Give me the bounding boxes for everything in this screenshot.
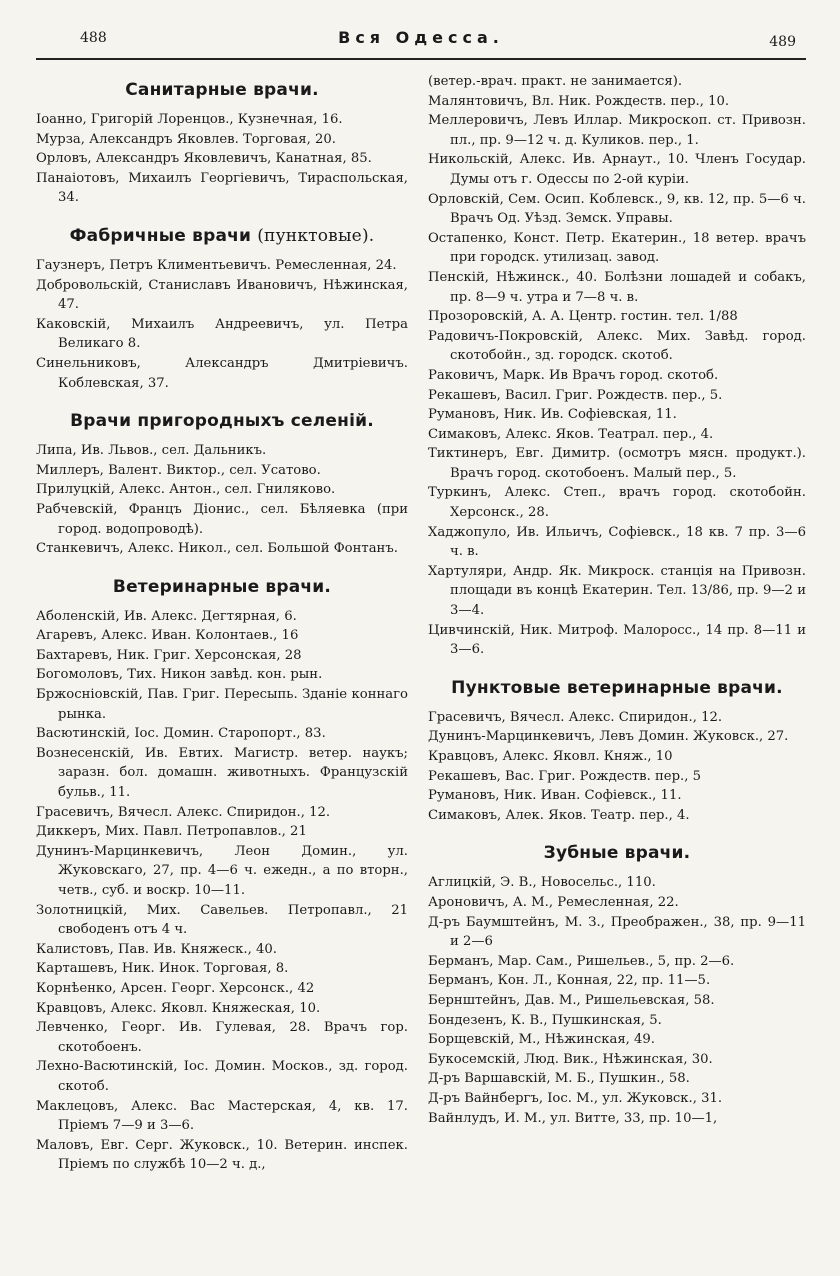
directory-entry: Дунинъ-Марцинкевичъ, Левъ Домин. Жуковск., 27.: [428, 729, 789, 745]
directory-section: [36, 577, 408, 1185]
page-number-right: 489: [769, 34, 796, 50]
directory-entry: Орловскій, Сем. Осип. Коблевск., 9, кв. 12, пр. 5—6 ч. Врачъ Од. Уѣзд. Земск. Управы.: [428, 191, 806, 227]
directory-entry: Маклецовъ, Алекс. Вас Мастерская, 4, кв. 17. Пріемъ 7—9 и 3—6.: [36, 1098, 408, 1134]
directory-entry: Румановъ, Ник. Ив. Софіевская, 11.: [428, 407, 677, 423]
directory-entry: Д-ръ Варшавскій, М. Б., Пушкин., 58.: [428, 1071, 690, 1087]
section-heading: [36, 80, 408, 100]
directory-entry: Мурза, Александръ Яковлев. Торговая, 20.: [36, 131, 336, 147]
directory-entry: Добровольскій, Станиславъ Ивановичъ, Нѣжинская, 47.: [36, 277, 408, 313]
directory-entry: Букосемскій, Люд. Вик., Нѣжинская, 30.: [428, 1051, 713, 1067]
directory-entry: Станкевичъ, Алекс. Никол., сел. Большой Фонтанъ.: [36, 541, 398, 557]
directory-entry: Прозоровскій, А. А. Центр. гостин. тел. 1/88: [428, 309, 738, 325]
directory-entry: Калистовъ, Пав. Ив. Княжеск., 40.: [36, 941, 277, 957]
section-heading: [428, 678, 806, 698]
directory-section: [428, 72, 806, 670]
directory-entry: Малянтовичъ, Вл. Ник. Рождеств. пер., 10.: [428, 93, 730, 109]
directory-entry: Бондезенъ, К. В., Пушкинская, 5.: [428, 1012, 662, 1028]
directory-entry: Румановъ, Ник. Иван. Софіевск., 11.: [428, 788, 682, 804]
directory-entry: Рекашевъ, Вас. Григ. Рождеств. пер., 5: [428, 768, 701, 784]
directory-entry: Вайнлудъ, И. М., ул. Витте, 33, пр. 10—1,: [428, 1110, 718, 1126]
section-heading: [36, 577, 408, 597]
directory-entry: Пенскій, Нѣжинск., 40. Болѣзни лошадей и собакъ, пр. 8—9 ч. утра и 7—8 ч. в.: [428, 269, 806, 305]
directory-entry: Грасевичъ, Вячесл. Алекс. Спиридон., 12.: [428, 709, 723, 725]
directory-entry: Липа, Ив. Львов., сел. Дальникъ.: [36, 443, 267, 459]
directory-entry: Карташевъ, Ник. Инок. Торговая, 8.: [36, 961, 289, 977]
directory-entry: Орловъ, Александръ Яковлевичъ, Канатная, 85.: [36, 151, 372, 167]
section-spacer: [36, 393, 408, 403]
directory-section: [36, 80, 408, 218]
directory-entry: Миллеръ, Валент. Виктор., сел. Усатово.: [36, 462, 321, 478]
directory-entry: (ветер.-врач. практ. не занимается).: [428, 74, 683, 89]
section-heading: [36, 226, 408, 246]
directory-entry: Золотницкій, Мих. Савельев. Петропавл., 21 свободенъ отъ 4 ч.: [36, 902, 408, 938]
directory-entry: Іоанно, Григорій Лоренцов., Кузнечная, 16.: [36, 112, 343, 127]
directory-entry: Прилуцкій, Алекс. Антон., сел. Гниляково.: [36, 482, 336, 498]
directory-entry: Д-ръ Вайнбергъ, Іос. М., ул. Жуковск., 31.: [428, 1090, 723, 1106]
directory-entry: Берманъ, Мар. Сам., Ришельев., 5, пр. 2—6.: [428, 953, 735, 969]
directory-entry: Тиктинеръ, Евг. Димитр. (осмотръ мясн. продукт.). Врачъ город. скотобоенъ. Малый пер., 5.: [428, 446, 806, 481]
directory-entry: Лехно-Васютинскій, Іос. Домин. Москов., зд. город. скотоб.: [36, 1059, 408, 1094]
section-heading-suffix: (пунктовые).: [257, 225, 375, 246]
directory-entry: Ароновичъ, А. М., Ремесленная, 22.: [428, 894, 679, 910]
section-spacer: [428, 660, 806, 670]
directory-entry: Борщевскій, М., Нѣжинская, 49.: [428, 1032, 655, 1048]
left-column: [36, 72, 408, 1185]
directory-entry: Симаковъ, Алекс. Яков. Театрал. пер., 4.: [428, 426, 714, 442]
page-header: [36, 24, 806, 60]
directory-entry: Васютинскій, Іос. Домин. Старопорт., 83.: [36, 726, 326, 742]
section-heading-text: Зубные врачи.: [543, 843, 691, 864]
right-column: [428, 72, 806, 1138]
directory-entry: Остапенко, Конст. Петр. Екатерин., 18 ветер. врачъ при городск. утилизац. завод.: [428, 230, 806, 266]
page-number-left: 488: [80, 30, 107, 46]
directory-entry: Аболенскій, Ив. Алекс. Дегтярная, 6.: [36, 608, 297, 624]
directory-entry: Кравцовъ, Алекс. Яковл. Княжеская, 10.: [36, 1000, 321, 1016]
directory-entry: Рекашевъ, Васил. Григ. Рождеств. пер., 5.: [428, 387, 723, 403]
directory-entry: Хаджопуло, Ив. Ильичъ, Софіевск., 18 кв. 7 пр. 3—6 ч. в.: [428, 524, 806, 560]
section-spacer: [428, 825, 806, 835]
directory-entry: Каковскій, Михаилъ Андреевичъ, ул. Петра Великаго 8.: [36, 316, 408, 352]
directory-entry: Цивчинскій, Ник. Митроф. Малоросс., 14 пр. 8—11 и 3—6.: [428, 622, 806, 658]
directory-entry: Дунинъ-Марцинкевичъ, Леон Домин., ул. Жуковскаго, 27, пр. 4—6 ч. ежедн., а по вторн., четв., суб. и воскр. 10—11.: [36, 843, 408, 898]
section-spacer: [36, 1175, 408, 1185]
directory-entry: Корнѣенко, Арсен. Георг. Херсонск., 42: [36, 980, 315, 996]
directory-entry: Кравцовъ, Алекс. Яковл. Княж., 10: [428, 749, 673, 764]
directory-entry: Агаревъ, Алекс. Иван. Колонтаев., 16: [36, 628, 299, 644]
directory-entry: Бахтаревъ, Ник. Григ. Херсонская, 28: [36, 647, 302, 663]
section-spacer: [428, 1128, 806, 1138]
directory-entry: Диккеръ, Мих. Павл. Петропавлов., 21: [36, 824, 307, 840]
section-heading-text: Врачи пригородныхъ селеній.: [70, 411, 374, 432]
directory-entry: Берманъ, Кон. Л., Конная, 22, пр. 11—5.: [428, 973, 711, 989]
section-heading-text: Санитарные врачи.: [125, 80, 319, 100]
section-heading: [428, 843, 806, 863]
directory-entry: Раковичъ, Марк. Ив Врачъ город. скотоб.: [428, 367, 719, 383]
directory-entry: Гаузнеръ, Петръ Климентьевичъ. Ремесленная, 24.: [36, 257, 397, 273]
directory-entry: Вознесенскій, Ив. Евтих. Магистр. ветер. наукъ; заразн. бол. домашн. животныхъ. Французскій бульв., 11.: [36, 745, 408, 801]
section-heading-text: Пунктовые ветеринарные врачи.: [451, 677, 783, 698]
directory-entry: Грасевичъ, Вячесл. Алекс. Спиридон., 12.: [36, 804, 331, 820]
directory-section: [428, 843, 806, 1138]
section-spacer: [36, 559, 408, 569]
running-title: Вся Одесса.: [338, 28, 504, 47]
directory-entry: Меллеровичъ, Левъ Иллар. Микроскоп. ст. Привозн. пл., пр. 9—12 ч. д. Куликов. пер., 1.: [428, 113, 806, 148]
directory-entry: Бернштейнъ, Дав. М., Ришельевская, 58.: [428, 992, 715, 1008]
directory-entry: Бржосніовскій, Пав. Григ. Пересыпь. Зданіе коннаго рынка.: [36, 687, 408, 722]
directory-section: [36, 411, 408, 569]
section-heading-text: Фабричные врачи: [69, 225, 252, 246]
directory-entry: Никольскій, Алекс. Ив. Арнаут., 10. Членъ Государ. Думы отъ г. Одессы по 2-ой куріи.: [428, 152, 806, 187]
directory-entry: Левченко, Георг. Ив. Гулевая, 28. Врачъ гор. скотобоенъ.: [36, 1020, 408, 1055]
directory-entry: Туркинъ, Алекс. Степ., врачъ город. скотобойн. Херсонск., 28.: [428, 485, 806, 521]
directory-entry: Хартуляри, Андр. Як. Микроск. станція на Привозн. площади въ концѣ Екатерин. Тел. 13/86, пр. 9—2 и 3—4.: [428, 563, 806, 619]
directory-section: [428, 678, 806, 836]
directory-section: [36, 226, 408, 403]
directory-entry: Аглицкій, Э. В., Новосельс., 110.: [428, 875, 656, 891]
directory-entry: Панаіотовъ, Михаилъ Георгіевичъ, Тираспольская, 34.: [36, 170, 408, 206]
directory-entry: Радовичъ-Покровскій, Алекс. Мих. Завѣд. город. скотобойн., зд. городск. скотоб.: [428, 328, 806, 364]
section-spacer: [36, 208, 408, 218]
directory-entry: Рабчевскій, Францъ Діонис., сел. Бѣляевка (при город. водопроводѣ).: [36, 501, 408, 537]
directory-entry: Богомоловъ, Тих. Никон завѣд. кон. рын.: [36, 667, 323, 683]
directory-entry: Маловъ, Евг. Серг. Жуковск., 10. Ветерин. инспек. Пріемъ по службѣ 10—2 ч. д.,: [36, 1137, 408, 1173]
directory-entry: Синельниковъ, Александръ Дмитріевичъ. Коблевская, 37.: [36, 355, 408, 391]
directory-entry: Д-ръ Баумштейнъ, М. З., Преображен., 38, пр. 9—11 и 2—6: [428, 914, 806, 950]
directory-entry: Симаковъ, Алек. Яков. Театр. пер., 4.: [428, 807, 690, 823]
section-heading-text: Ветеринарные врачи.: [112, 576, 332, 597]
section-heading: [36, 411, 408, 431]
